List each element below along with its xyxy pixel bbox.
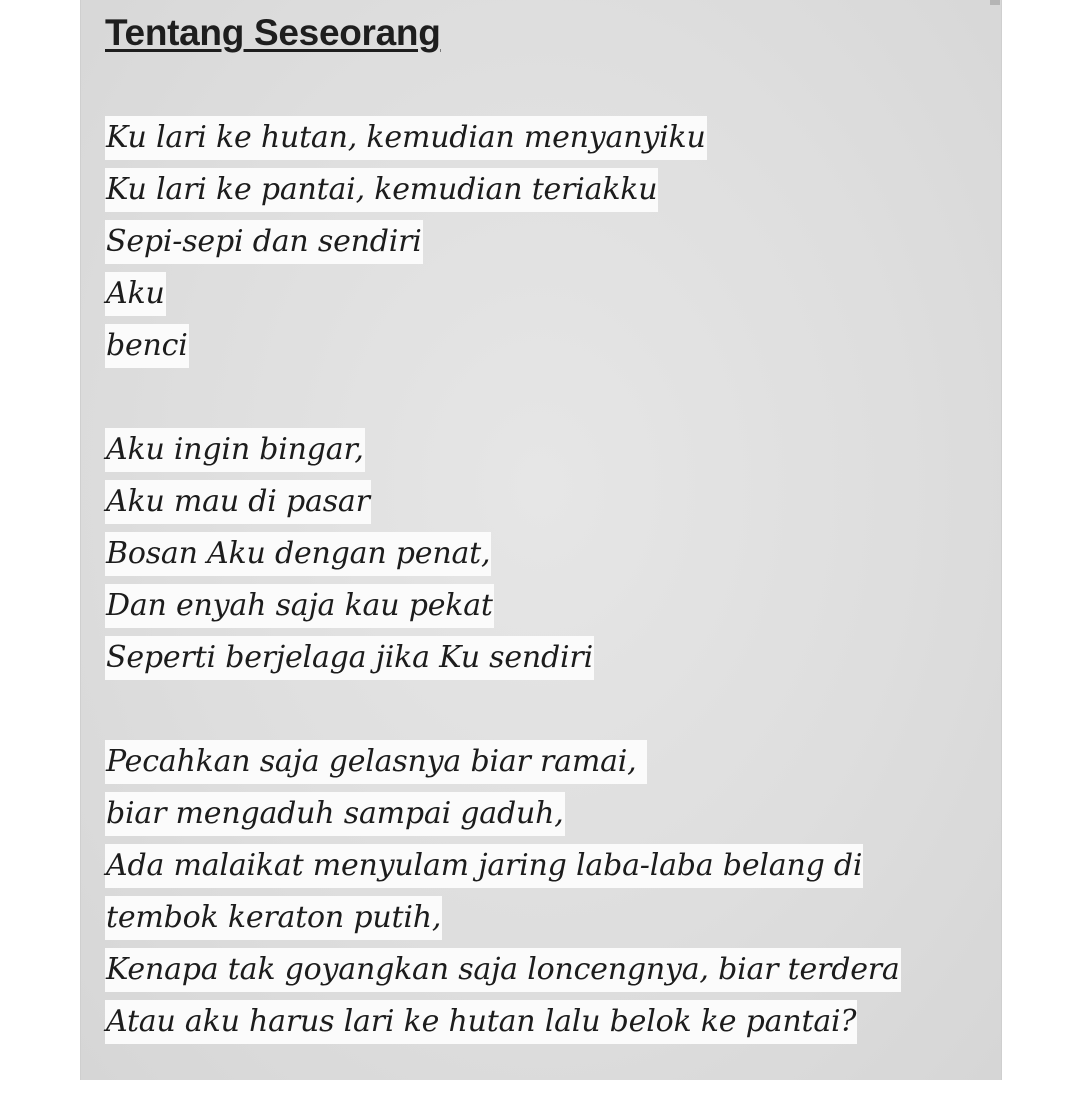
poem-title: Tentang Seseorang (105, 12, 441, 53)
poem-line: Ada malaikat menyulam jaring laba-laba belang di (105, 844, 985, 896)
poem-line: Aku mau di pasar (105, 480, 985, 532)
stanza-3 (105, 740, 985, 1052)
poem-line: Aku ingin bingar, (105, 428, 985, 480)
poem-line: Bosan Aku dengan penat, (105, 532, 985, 584)
poem-line: benci (105, 324, 985, 376)
poem-line: Ku lari ke hutan, kemudian menyanyiku (105, 116, 985, 168)
poem-line: Ku lari ke pantai, kemudian teriakku (105, 168, 985, 220)
poem-line: Sepi-sepi dan sendiri (105, 220, 985, 272)
stanza-2 (105, 428, 985, 688)
poem-line: Dan enyah saja kau pekat (105, 584, 985, 636)
poem-line: tembok keraton putih, (105, 896, 985, 948)
poem-line: biar mengaduh sampai gaduh, (105, 792, 985, 844)
poem-line: Kenapa tak goyangkan saja loncengnya, biar terdera (105, 948, 985, 1000)
stanza-1 (105, 116, 985, 376)
scrollbar-thumb[interactable] (990, 0, 1000, 5)
poem-line: Seperti berjelaga jika Ku sendiri (105, 636, 985, 688)
poem-line: Atau aku harus lari ke hutan lalu belok ke pantai? (105, 1000, 985, 1052)
poem-line: Pecahkan saja gelasnya biar ramai, (105, 740, 985, 792)
poem-line: Aku (105, 272, 985, 324)
poem-body (105, 116, 985, 1104)
